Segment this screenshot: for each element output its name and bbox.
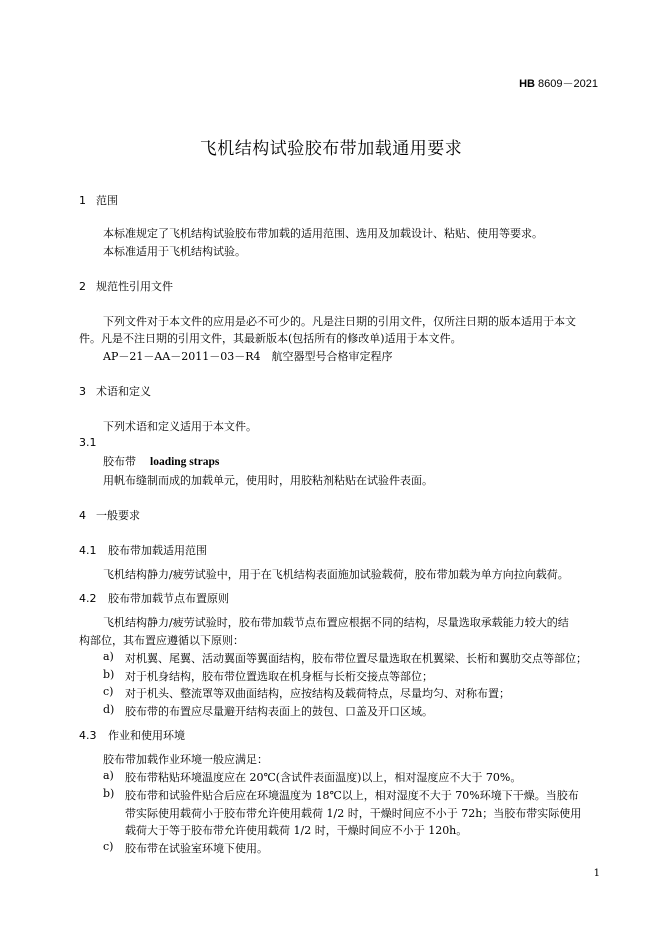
- paragraph-continuation: 件。凡是不注日期的引用文件，其最新版本(包括所有的修改单)适用于本文件。: [79, 332, 462, 345]
- list-item: 胶布带和试验件贴合后应在环境温度为 18℃以上，相对湿度不大于 70%环境下干燥。当胶布: [125, 789, 579, 802]
- term-entry: [103, 453, 219, 469]
- section-number: 4.3: [79, 729, 97, 742]
- paragraph: 本标准适用于飞机结构试验。: [103, 245, 246, 258]
- standard-code: [519, 75, 598, 91]
- section-4-3-heading: [79, 727, 185, 743]
- section-title: 范围: [96, 194, 118, 207]
- list-item-continuation: 载荷大于等于胶布带允许使用载荷 1/2 时，干燥时间应不小于 120h。: [125, 824, 468, 837]
- term-chinese: 胶布带: [103, 455, 136, 468]
- section-title: 术语和定义: [96, 385, 151, 398]
- list-item: 对于机头、整流罩等双曲面结构，应按结构及载荷特点，尽量均匀、对称布置；: [125, 687, 510, 700]
- list-item: 胶布带的布置应尽量避开结构表面上的鼓包、口盖及开口区域。: [125, 705, 433, 718]
- term-number: 3.1: [79, 436, 97, 449]
- term-english: loading straps: [150, 456, 220, 468]
- list-item-marker: c): [103, 840, 114, 853]
- section-title: 胶布带加载适用范围: [108, 544, 207, 557]
- term-definition: 用帆布缝制而成的加载单元，使用时，用胶粘剂粘贴在试验件表面。: [103, 474, 433, 487]
- section-4-2-heading: [79, 590, 229, 606]
- section-number: 1: [79, 194, 86, 207]
- section-4-1-heading: [79, 542, 207, 558]
- paragraph: 下列文件对于本文件的应用是必不可少的。凡是注日期的引用文件，仅所注日期的版本适用于本文: [103, 315, 576, 328]
- section-3-heading: [79, 383, 151, 399]
- list-item-marker: b): [103, 787, 115, 800]
- list-item: 对机翼、尾翼、活动翼面等翼面结构，胶布带位置尽量选取在机翼梁、长桁和翼肋交点等部位；: [125, 652, 587, 665]
- list-item: 对于机身结构，胶布带位置选取在机身框与长桁交接点等部位；: [125, 670, 433, 683]
- section-1-heading: [79, 192, 118, 208]
- paragraph: 本标准规定了飞机结构试验胶布带加载的适用范围、选用及加载设计、粘贴、使用等要求。: [103, 227, 543, 240]
- list-item-marker: c): [103, 685, 114, 698]
- paragraph: 飞机结构静力/疲劳试验中，用于在飞机结构表面施加试验载荷，胶布带加载为单方向拉向载荷。: [103, 568, 569, 581]
- standard-code-prefix: HB: [519, 78, 535, 90]
- section-title: 胶布带加载节点布置原则: [108, 592, 229, 605]
- section-number: 4: [79, 509, 86, 522]
- list-item: 胶布带粘贴环境温度应在 20℃(含试件表面温度)以上，相对湿度应不大于 70%。: [125, 771, 522, 784]
- list-item-continuation: 带实际使用载荷小于胶布带允许使用载荷 1/2 时，干燥时间应不小于 72h；当胶布带实际使用: [125, 807, 582, 820]
- paragraph-continuation: 构部位，其布置应遵循以下原则：: [79, 634, 244, 647]
- standard-code-number: 8609－2021: [535, 78, 598, 90]
- section-4-heading: [79, 507, 140, 523]
- list-item-marker: b): [103, 668, 115, 681]
- section-title: 规范性引用文件: [96, 280, 173, 293]
- page-number: 1: [593, 868, 600, 879]
- paragraph: 胶布带加载作业环境一般应满足：: [103, 753, 268, 766]
- list-item-marker: a): [103, 769, 114, 782]
- section-title: 作业和使用环境: [108, 729, 185, 742]
- list-item-marker: d): [103, 703, 115, 716]
- list-item: 胶布带在试验室环境下使用。: [125, 842, 268, 855]
- section-number: 4.2: [79, 592, 97, 605]
- section-2-heading: [79, 278, 173, 294]
- document-title: 飞机结构试验胶布带加载通用要求: [199, 139, 463, 159]
- section-number: 3: [79, 385, 86, 398]
- section-number: 2: [79, 280, 86, 293]
- list-item-marker: a): [103, 650, 114, 663]
- paragraph: 下列术语和定义适用于本文件。: [103, 420, 257, 433]
- normative-reference: AP－21－AA－2011－03－R4 航空器型号合格审定程序: [103, 350, 393, 363]
- section-number: 4.1: [79, 544, 97, 557]
- section-title: 一般要求: [96, 509, 140, 522]
- paragraph: 飞机结构静力/疲劳试验时，胶布带加载节点布置应根据不同的结构，尽量选取承载能力较大的结: [103, 616, 569, 629]
